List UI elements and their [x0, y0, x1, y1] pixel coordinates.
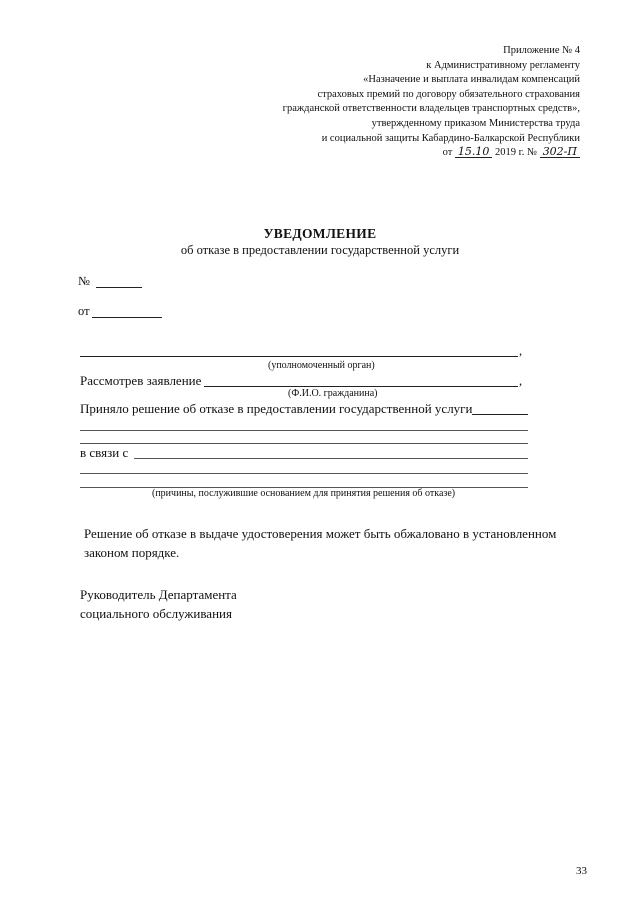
appendix-line: к Административному регламенту: [426, 59, 580, 71]
appendix-line: утвержденному приказом Министерства труда: [371, 117, 580, 129]
signature-block: [80, 585, 237, 623]
from-label: от: [78, 304, 90, 318]
page-number: 33: [576, 865, 587, 877]
authority-line: [80, 356, 518, 357]
citizen-name-line: [204, 386, 518, 387]
citizen-caption: (Ф.И.О. гражданина): [288, 388, 378, 399]
from-date-line: [92, 317, 162, 318]
number-label: №: [78, 274, 90, 288]
reasons-caption: (причины, послужившие основанием для принятия решения об отказе): [152, 488, 456, 499]
signature-title-line2: социального обслуживания: [80, 606, 232, 621]
handwritten-date: 15.10: [455, 146, 493, 158]
appendix-header: [160, 44, 580, 161]
appendix-line: гражданской ответственности владельцев транспортных средств»,: [282, 103, 580, 115]
appendix-date-line: [160, 146, 580, 161]
appendix-line: страховых премий по договору обязательного страхования: [317, 88, 580, 100]
handwritten-order-number: 302-П: [540, 146, 580, 158]
document-subtitle: об отказе в предоставлении государственной услуги: [180, 243, 460, 257]
appeal-text: Решение об отказе в выдаче удостоверения может быть обжаловано в установленном законом порядке.: [84, 526, 557, 560]
document-title: УВЕДОМЛЕНИЕ: [263, 226, 377, 241]
reason-line: [80, 473, 528, 474]
reviewed-label: Рассмотрев заявление: [80, 373, 202, 388]
number-field-line: [96, 287, 142, 288]
decision-line-end: [472, 414, 528, 415]
comma-mark: ,: [519, 374, 523, 388]
reason-label: в связи с: [80, 445, 129, 460]
decision-line: [80, 430, 528, 431]
appendix-line: Приложение № 4: [503, 45, 580, 56]
decision-label: Приняло решение об отказе в предоставлении государственной услуги: [80, 401, 473, 416]
reason-line: [134, 458, 528, 459]
appendix-line: «Назначение и выплата инвалидам компенсаций: [363, 74, 580, 86]
appendix-line: и социальной защиты Кабардино-Балкарской Республики: [321, 132, 580, 144]
date-prefix: от: [442, 147, 453, 159]
year-number-label: 2019 г. №: [495, 147, 538, 159]
signature-title-line1: Руководитель Департамента: [80, 587, 237, 602]
authority-caption: (уполномоченный орган): [268, 360, 375, 371]
decision-line: [80, 443, 528, 444]
comma-mark: ,: [519, 344, 523, 358]
